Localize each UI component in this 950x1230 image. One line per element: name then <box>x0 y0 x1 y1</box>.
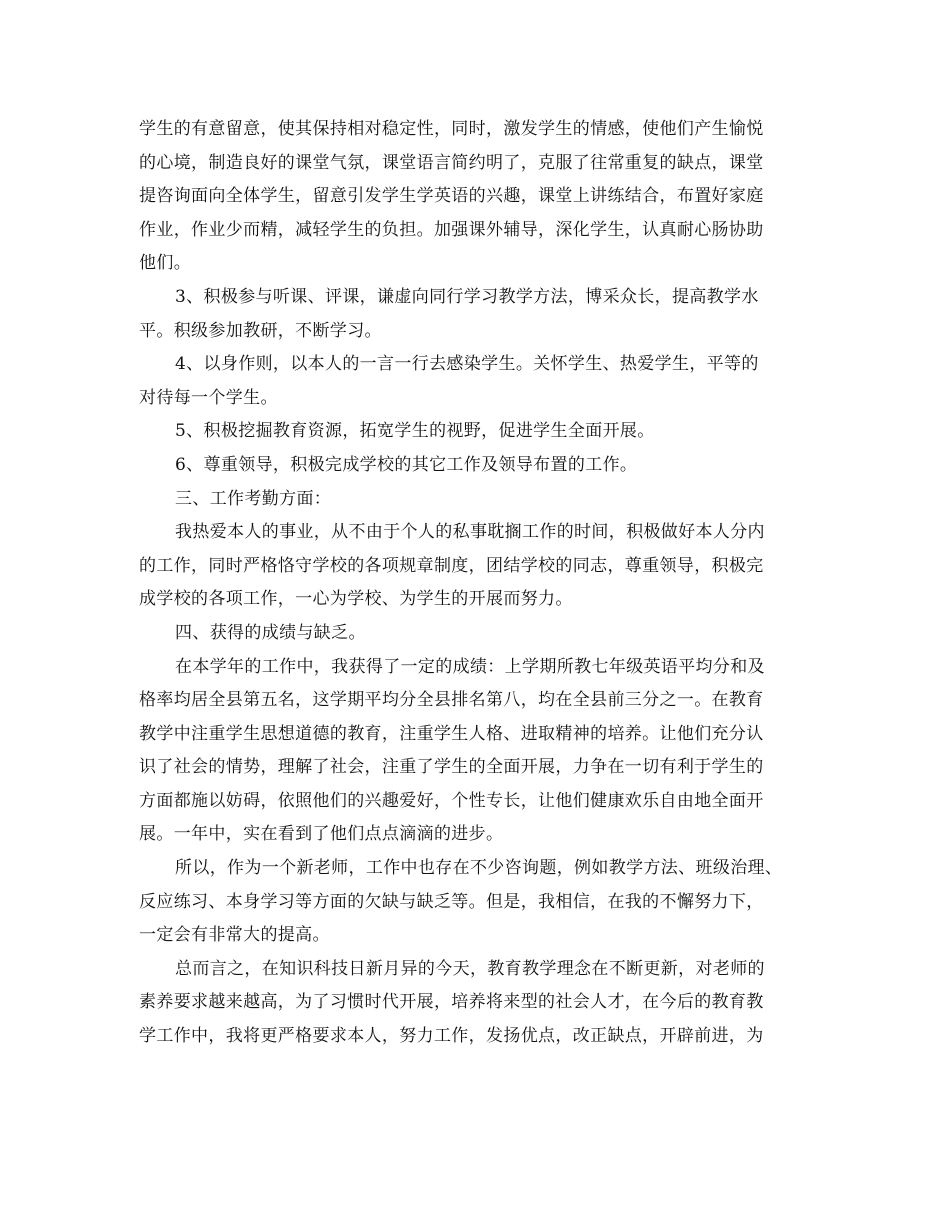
text-line: 成学校的各项工作，一心为学校、为学生的开展而努力。 <box>139 589 573 610</box>
document-body <box>139 113 819 1054</box>
text-line: 的心境，制造良好的课堂气氛，课堂语言简约明了，克服了往常重复的缺点，课堂 <box>139 152 764 173</box>
text-line: 格率均居全县第五名，这学期平均分全县排名第八，均在全县前三分之一。在教育 <box>139 690 764 711</box>
text-line: 识了社会的情势，理解了社会，注重了学生的全面开展，力争在一切有利于学生的 <box>139 757 764 778</box>
text-line: 四、获得的成绩与缺乏。 <box>175 622 366 643</box>
text-line: 一定会有非常大的提高。 <box>139 925 330 946</box>
text-line: 三、工作考勤方面： <box>175 488 332 509</box>
text-line: 在本学年的工作中，我获得了一定的成绩：上学期所教七年级英语平均分和及 <box>175 656 765 677</box>
text-line: 4、以身作则，以本人的一言一行去感染学生。关怀学生、热爱学生，平等的 <box>175 354 759 375</box>
text-line: 对待每一个学生。 <box>139 387 278 408</box>
text-line: 反应练习、本身学习等方面的欠缺与缺乏等。但是，我相信，在我的不懈努力下， <box>139 891 764 912</box>
text-line: 作业，作业少而精，减轻学生的负担。加强课外辅导，深化学生，认真耐心肠协助 <box>139 219 764 240</box>
text-line: 提咨询面向全体学生，留意引发学生学英语的兴趣，课堂上讲练结合，布置好家庭 <box>139 186 764 207</box>
text-line: 平。积级参加教研，不断学习。 <box>139 320 382 341</box>
text-line: 3、积极参与听课、评课，谦虚向同行学习教学方法，博采众长，提高教学水 <box>175 286 759 307</box>
text-line: 的工作，同时严格恪守学校的各项规章制度，团结学校的同志，尊重领导，积极完 <box>139 555 764 576</box>
text-line: 展。一年中，实在看到了他们点点滴滴的进步。 <box>139 824 504 845</box>
text-line: 学工作中，我将更严格要求本人，努力工作，发扬优点，改正缺点，开辟前进，为 <box>139 1026 764 1047</box>
text-line: 素养要求越来越高，为了习惯时代开展，培养将来型的社会人才，在今后的教育教 <box>139 992 764 1013</box>
text-line: 学生的有意留意，使其保持相对稳定性，同时，激发学生的情感，使他们产生愉悦 <box>139 119 764 139</box>
text-line: 所以，作为一个新老师，工作中也存在不少咨询题，例如教学方法、班级治理、 <box>175 858 783 879</box>
text-line: 他们。 <box>139 253 192 274</box>
text-line: 6、尊重领导，积极完成学校的其它工作及领导布置的工作。 <box>175 454 638 475</box>
text-line: 教学中注重学生思想道德的教育，注重学生人格、进取精神的培养。让他们充分认 <box>139 723 764 744</box>
text-line: 我热爱本人的事业，从不由于个人的私事耽搁工作的时间，积极做好本人分内 <box>175 522 765 543</box>
text-line: 5、积极挖掘教育资源，拓宽学生的视野，促进学生全面开展。 <box>175 421 655 442</box>
text-line: 总而言之，在知识科技日新月异的今天，教育教学理念在不断更新，对老师的 <box>175 958 765 979</box>
text-line: 方面都施以妨碍，依照他们的兴趣爱好，个性专长，让他们健康欢乐自由地全面开 <box>139 790 764 811</box>
